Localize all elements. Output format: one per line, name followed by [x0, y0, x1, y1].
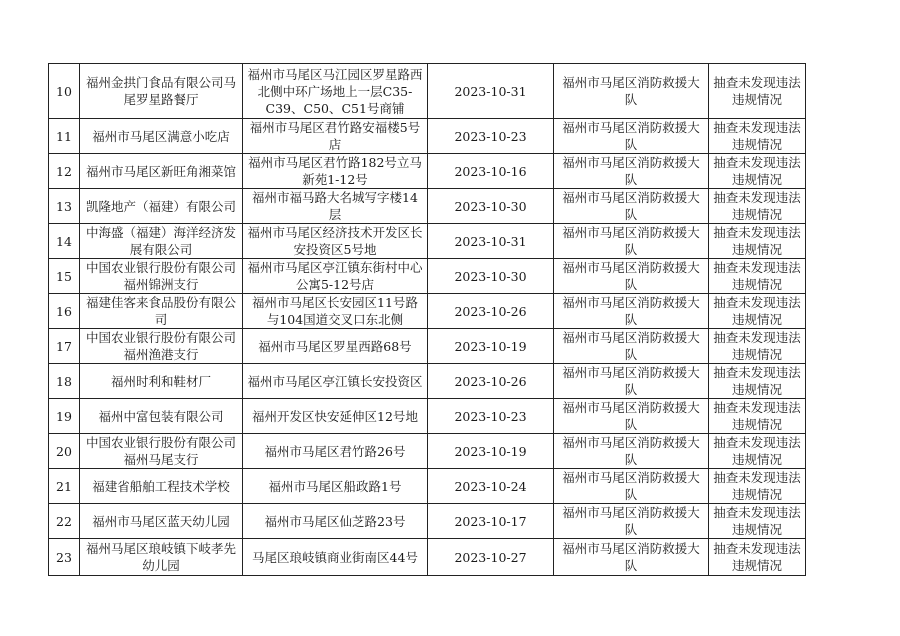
inspection-result: 抽查未发现违法违规情况 — [709, 504, 806, 539]
inspection-date: 2023-10-19 — [428, 434, 554, 469]
inspection-date: 2023-10-16 — [428, 154, 554, 189]
entity-name: 福建佳客来食品股份有限公司 — [80, 294, 243, 329]
inspecting-department: 福州市马尾区消防救援大队 — [554, 294, 709, 329]
table-row — [49, 539, 806, 576]
table-row — [49, 119, 806, 154]
inspecting-department: 福州市马尾区消防救援大队 — [554, 154, 709, 189]
entity-name: 福州中富包装有限公司 — [80, 399, 243, 434]
inspection-result: 抽查未发现违法违规情况 — [709, 329, 806, 364]
inspection-date: 2023-10-17 — [428, 504, 554, 539]
entity-address: 福州市马尾区长安园区11号路与104国道交叉口东北侧 — [243, 294, 428, 329]
table-row — [49, 364, 806, 399]
entity-name: 中国农业银行股份有限公司福州马尾支行 — [80, 434, 243, 469]
inspection-date: 2023-10-23 — [428, 399, 554, 434]
table-row — [49, 329, 806, 364]
inspection-date: 2023-10-26 — [428, 364, 554, 399]
inspecting-department: 福州市马尾区消防救援大队 — [554, 364, 709, 399]
entity-address: 马尾区琅岐镇商业街南区44号 — [243, 539, 428, 576]
row-number: 17 — [49, 329, 80, 364]
entity-name: 福州市马尾区新旺角湘菜馆 — [80, 154, 243, 189]
entity-address: 福州开发区快安延伸区12号地 — [243, 399, 428, 434]
row-number: 12 — [49, 154, 80, 189]
inspecting-department: 福州市马尾区消防救援大队 — [554, 399, 709, 434]
entity-name: 福州市马尾区满意小吃店 — [80, 119, 243, 154]
entity-address: 福州市马尾区君竹路182号立马新苑1-12号 — [243, 154, 428, 189]
table-row — [49, 154, 806, 189]
entity-address: 福州市马尾区亭江镇东街村中心公寓5-12号店 — [243, 259, 428, 294]
entity-name: 福州马尾区琅岐镇下岐孝先幼儿园 — [80, 539, 243, 576]
inspecting-department: 福州市马尾区消防救援大队 — [554, 329, 709, 364]
inspection-result: 抽查未发现违法违规情况 — [709, 364, 806, 399]
row-number: 18 — [49, 364, 80, 399]
inspection-result: 抽查未发现违法违规情况 — [709, 259, 806, 294]
inspection-result: 抽查未发现违法违规情况 — [709, 434, 806, 469]
entity-name: 福建省船舶工程技术学校 — [80, 469, 243, 504]
entity-name: 中国农业银行股份有限公司福州锦洲支行 — [80, 259, 243, 294]
entity-address: 福州市马尾区船政路1号 — [243, 469, 428, 504]
inspection-result: 抽查未发现违法违规情况 — [709, 189, 806, 224]
row-number: 13 — [49, 189, 80, 224]
entity-name: 凯隆地产（福建）有限公司 — [80, 189, 243, 224]
inspecting-department: 福州市马尾区消防救援大队 — [554, 259, 709, 294]
entity-address: 福州市马尾区亭江镇长安投资区 — [243, 364, 428, 399]
inspection-date: 2023-10-27 — [428, 539, 554, 576]
inspection-result: 抽查未发现违法违规情况 — [709, 539, 806, 576]
row-number: 15 — [49, 259, 80, 294]
table-row — [49, 224, 806, 259]
entity-name: 福州时利和鞋材厂 — [80, 364, 243, 399]
table-row — [49, 434, 806, 469]
inspecting-department: 福州市马尾区消防救援大队 — [554, 224, 709, 259]
inspection-results-table — [48, 63, 806, 576]
inspecting-department: 福州市马尾区消防救援大队 — [554, 469, 709, 504]
row-number: 10 — [49, 64, 80, 119]
entity-name: 中国农业银行股份有限公司福州渔港支行 — [80, 329, 243, 364]
entity-address: 福州市马尾区罗星西路68号 — [243, 329, 428, 364]
inspection-date: 2023-10-19 — [428, 329, 554, 364]
inspection-date: 2023-10-31 — [428, 224, 554, 259]
row-number: 23 — [49, 539, 80, 576]
entity-name: 福州市马尾区蓝天幼儿园 — [80, 504, 243, 539]
inspecting-department: 福州市马尾区消防救援大队 — [554, 64, 709, 119]
inspecting-department: 福州市马尾区消防救援大队 — [554, 119, 709, 154]
inspection-date: 2023-10-23 — [428, 119, 554, 154]
table-row — [49, 189, 806, 224]
table-row — [49, 399, 806, 434]
inspecting-department: 福州市马尾区消防救援大队 — [554, 539, 709, 576]
inspecting-department: 福州市马尾区消防救援大队 — [554, 189, 709, 224]
entity-name: 中海盛（福建）海洋经济发展有限公司 — [80, 224, 243, 259]
inspection-date: 2023-10-24 — [428, 469, 554, 504]
table-row — [49, 259, 806, 294]
inspection-result: 抽查未发现违法违规情况 — [709, 64, 806, 119]
row-number: 14 — [49, 224, 80, 259]
inspection-date: 2023-10-31 — [428, 64, 554, 119]
entity-address: 福州市马尾区君竹路26号 — [243, 434, 428, 469]
inspecting-department: 福州市马尾区消防救援大队 — [554, 434, 709, 469]
row-number: 20 — [49, 434, 80, 469]
inspection-result: 抽查未发现违法违规情况 — [709, 469, 806, 504]
inspection-result: 抽查未发现违法违规情况 — [709, 224, 806, 259]
entity-address: 福州市马尾区经济技术开发区长安投资区5号地 — [243, 224, 428, 259]
row-number: 16 — [49, 294, 80, 329]
table-row — [49, 64, 806, 119]
inspecting-department: 福州市马尾区消防救援大队 — [554, 504, 709, 539]
table-row — [49, 294, 806, 329]
inspection-result: 抽查未发现违法违规情况 — [709, 399, 806, 434]
table-row — [49, 469, 806, 504]
inspection-result: 抽查未发现违法违规情况 — [709, 154, 806, 189]
inspection-date: 2023-10-30 — [428, 189, 554, 224]
row-number: 19 — [49, 399, 80, 434]
entity-address: 福州市马尾区君竹路安福楼5号店 — [243, 119, 428, 154]
inspection-result: 抽查未发现违法违规情况 — [709, 294, 806, 329]
row-number: 21 — [49, 469, 80, 504]
entity-address: 福州市马尾区仙芝路23号 — [243, 504, 428, 539]
row-number: 11 — [49, 119, 80, 154]
inspection-date: 2023-10-30 — [428, 259, 554, 294]
inspection-result: 抽查未发现违法违规情况 — [709, 119, 806, 154]
entity-name: 福州金拱门食品有限公司马尾罗星路餐厅 — [80, 64, 243, 119]
row-number: 22 — [49, 504, 80, 539]
entity-address: 福州市马尾区马江园区罗星路西北侧中环广场地上一层C35-C39、C50、C51号商铺 — [243, 64, 428, 119]
entity-address: 福州市福马路大名城写字楼14层 — [243, 189, 428, 224]
table-row — [49, 504, 806, 539]
inspection-date: 2023-10-26 — [428, 294, 554, 329]
